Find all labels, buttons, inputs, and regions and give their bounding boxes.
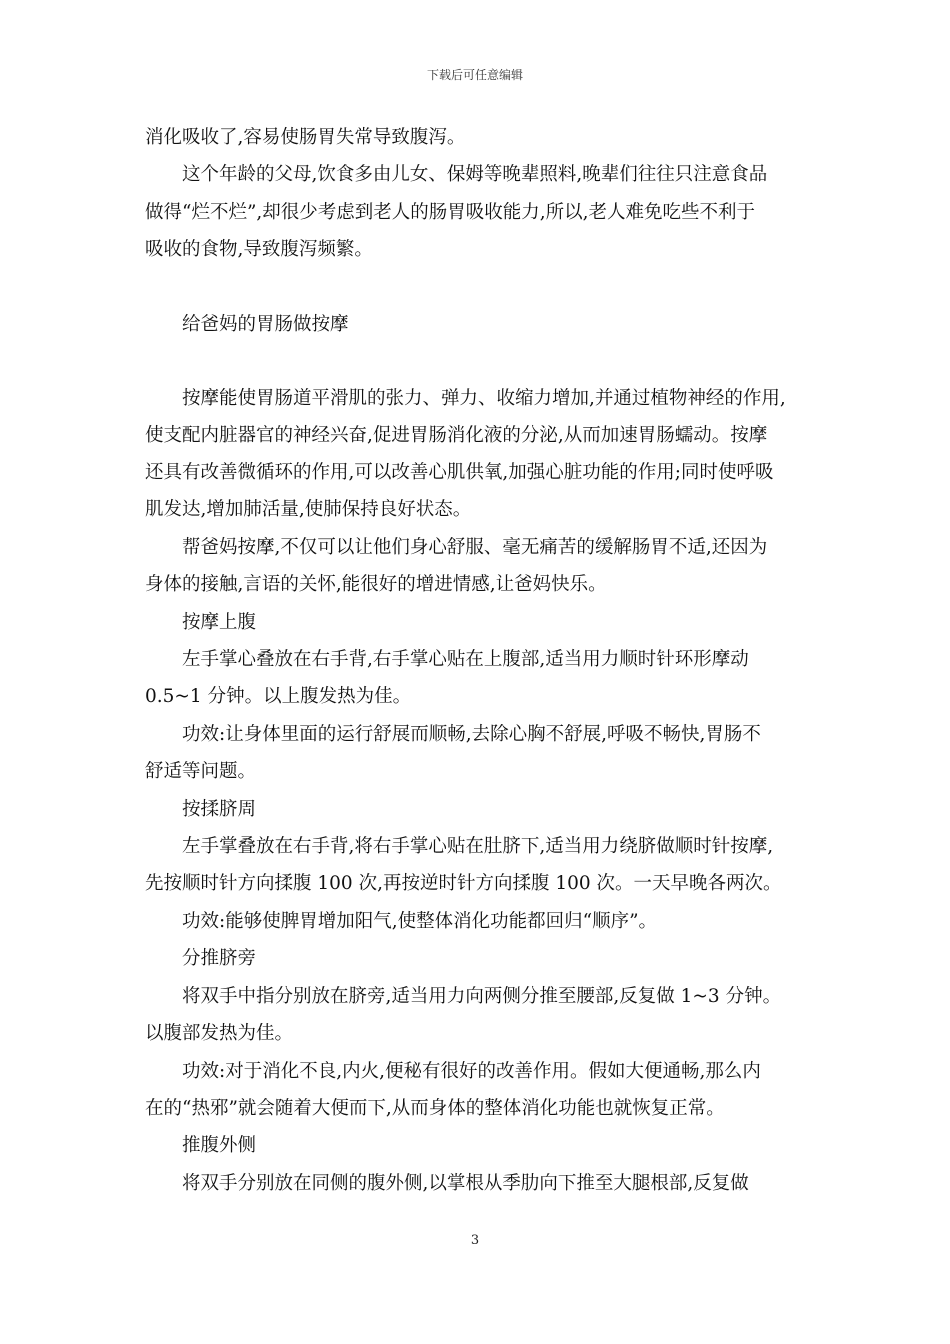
paragraph-line: 功效:对于消化不良,内火,便秘有很好的改善作用。假如大便通畅,那么内 <box>182 1061 761 1082</box>
page-header: 下载后可任意编辑 <box>426 68 523 82</box>
paragraph-line: 舒适等问题。 <box>145 761 257 782</box>
paragraph-line: 左手掌心叠放在右手背,右手掌心贴在上腹部,适当用力顺时针环形摩动 <box>182 649 749 670</box>
paragraph-line: 以腹部发热为佳。 <box>145 1023 294 1044</box>
page-number: 3 <box>470 1233 480 1248</box>
paragraph-line: 左手掌叠放在右手背,将右手掌心贴在肚脐下,适当用力绕脐做顺时针按摩, <box>182 836 774 857</box>
paragraph-line: 帮爸妈按摩,不仅可以让他们身心舒服、毫无痛苦的缓解肠胃不适,还因为 <box>182 537 768 558</box>
section-heading: 给爸妈的胃肠做按摩 <box>182 314 349 335</box>
paragraph-line: 吸收的食物,导致腹泻频繁。 <box>145 239 373 260</box>
paragraph-line: 按摩能使胃肠道平滑肌的张力、弹力、收缩力增加,并通过植物神经的作用, <box>182 388 786 409</box>
paragraph-line: 功效:让身体里面的运行舒展而顺畅,去除心胸不舒展,呼吸不畅快,胃肠不 <box>182 724 761 745</box>
paragraph-line: 肌发达,增加肺活量,使肺保持良好状态。 <box>145 499 472 520</box>
paragraph-line: 将双手中指分别放在脐旁,适当用力向两侧分推至腰部,反复做 1~3 分钟。 <box>182 986 782 1007</box>
sub-heading: 按摩上腹 <box>182 612 257 633</box>
paragraph-line: 还具有改善微循环的作用,可以改善心肌供氧,加强心脏功能的作用;同时使呼吸 <box>145 462 774 483</box>
paragraph-line: 做得“烂不烂”,却很少考虑到老人的肠胃吸收能力,所以,老人难免吃些不利于 <box>145 202 756 223</box>
paragraph-line: 将双手分别放在同侧的腹外侧,以掌根从季肋向下推至大腿根部,反复做 <box>182 1173 749 1194</box>
sub-heading: 推腹外侧 <box>182 1135 257 1156</box>
paragraph-line: 这个年龄的父母,饮食多由儿女、保姆等晚辈照料,晚辈们往往只注意食品 <box>182 164 768 185</box>
paragraph-line: 使支配内脏器官的神经兴奋,促进胃肠消化液的分泌,从而加速胃肠蠕动。按摩 <box>145 425 768 446</box>
sub-heading: 分推脐旁 <box>182 948 257 969</box>
paragraph-line: 在的“热邪”就会随着大便而下,从而身体的整体消化功能也就恢复正常。 <box>145 1098 725 1119</box>
paragraph-line: 先按顺时针方向揉腹 100 次,再按逆时针方向揉腹 100 次。一天早晚各两次。 <box>145 873 782 894</box>
paragraph-line: 功效:能够使脾胃增加阳气,使整体消化功能都回归“顺序”。 <box>182 911 658 932</box>
sub-heading: 按揉脐周 <box>182 799 257 820</box>
paragraph-line: 消化吸收了,容易使肠胃失常导致腹泻。 <box>145 127 466 148</box>
paragraph-line: 0.5~1 分钟。以上腹发热为佳。 <box>145 686 412 707</box>
paragraph-line: 身体的接触,言语的关怀,能很好的增进情感,让爸妈快乐。 <box>145 574 607 595</box>
